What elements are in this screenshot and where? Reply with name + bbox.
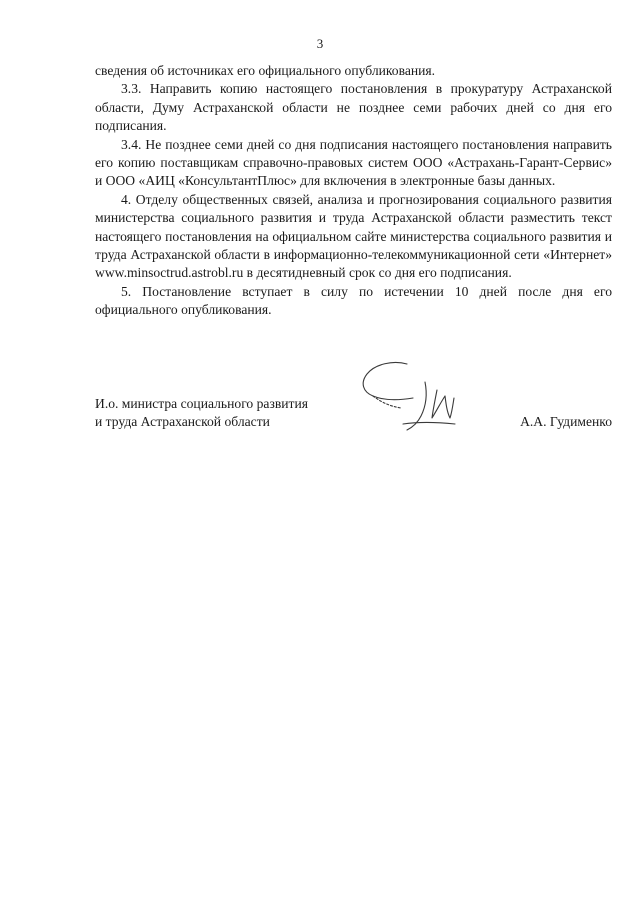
document-body — [95, 62, 612, 320]
signatory-position-line-2: и труда Астраханской области — [95, 414, 270, 430]
paragraph-4: 4. Отделу общественных связей, анализа и прогнозирования социального развития министерства социального развития и труда Астраханской области разместить текст настоящего постановления на официальном сайте министерства социального развития и труда Астраханской области в информационно-телекоммуникационной сети «Интернет» www.minsoctrud.astrobl.ru в десятидневный срок со дня его подписания. — [95, 191, 612, 281]
signatory-position — [95, 395, 308, 432]
paragraph-3-4: 3.4. Не позднее семи дней со дня подписания настоящего постановления направить его копию поставщикам справочно-правовых систем ООО «Астрахань-Гарант-Сервис» и ООО «АИЦ «КонсультантПлюс» для включения в электронные базы данных. — [95, 136, 612, 189]
paragraph-continuation: сведения об источниках его официального опубликования. — [95, 63, 436, 78]
paragraph-5: 5. Постановление вступает в силу по истечении 10 дней после дня его официального опубликования. — [95, 283, 612, 318]
handwritten-signature-icon — [355, 358, 475, 432]
page-number: 3 — [316, 36, 324, 51]
signatory-name: А.А. Гудименко — [520, 414, 612, 430]
signature-block — [95, 395, 612, 435]
signatory-position-line-1: И.о. министра социального развития — [95, 396, 308, 411]
paragraph-3-3: 3.3. Направить копию настоящего постановления в прокуратуру Астраханской области, Думу Астраханской области не позднее семи рабочих дней со дня его подписания. — [95, 81, 612, 134]
